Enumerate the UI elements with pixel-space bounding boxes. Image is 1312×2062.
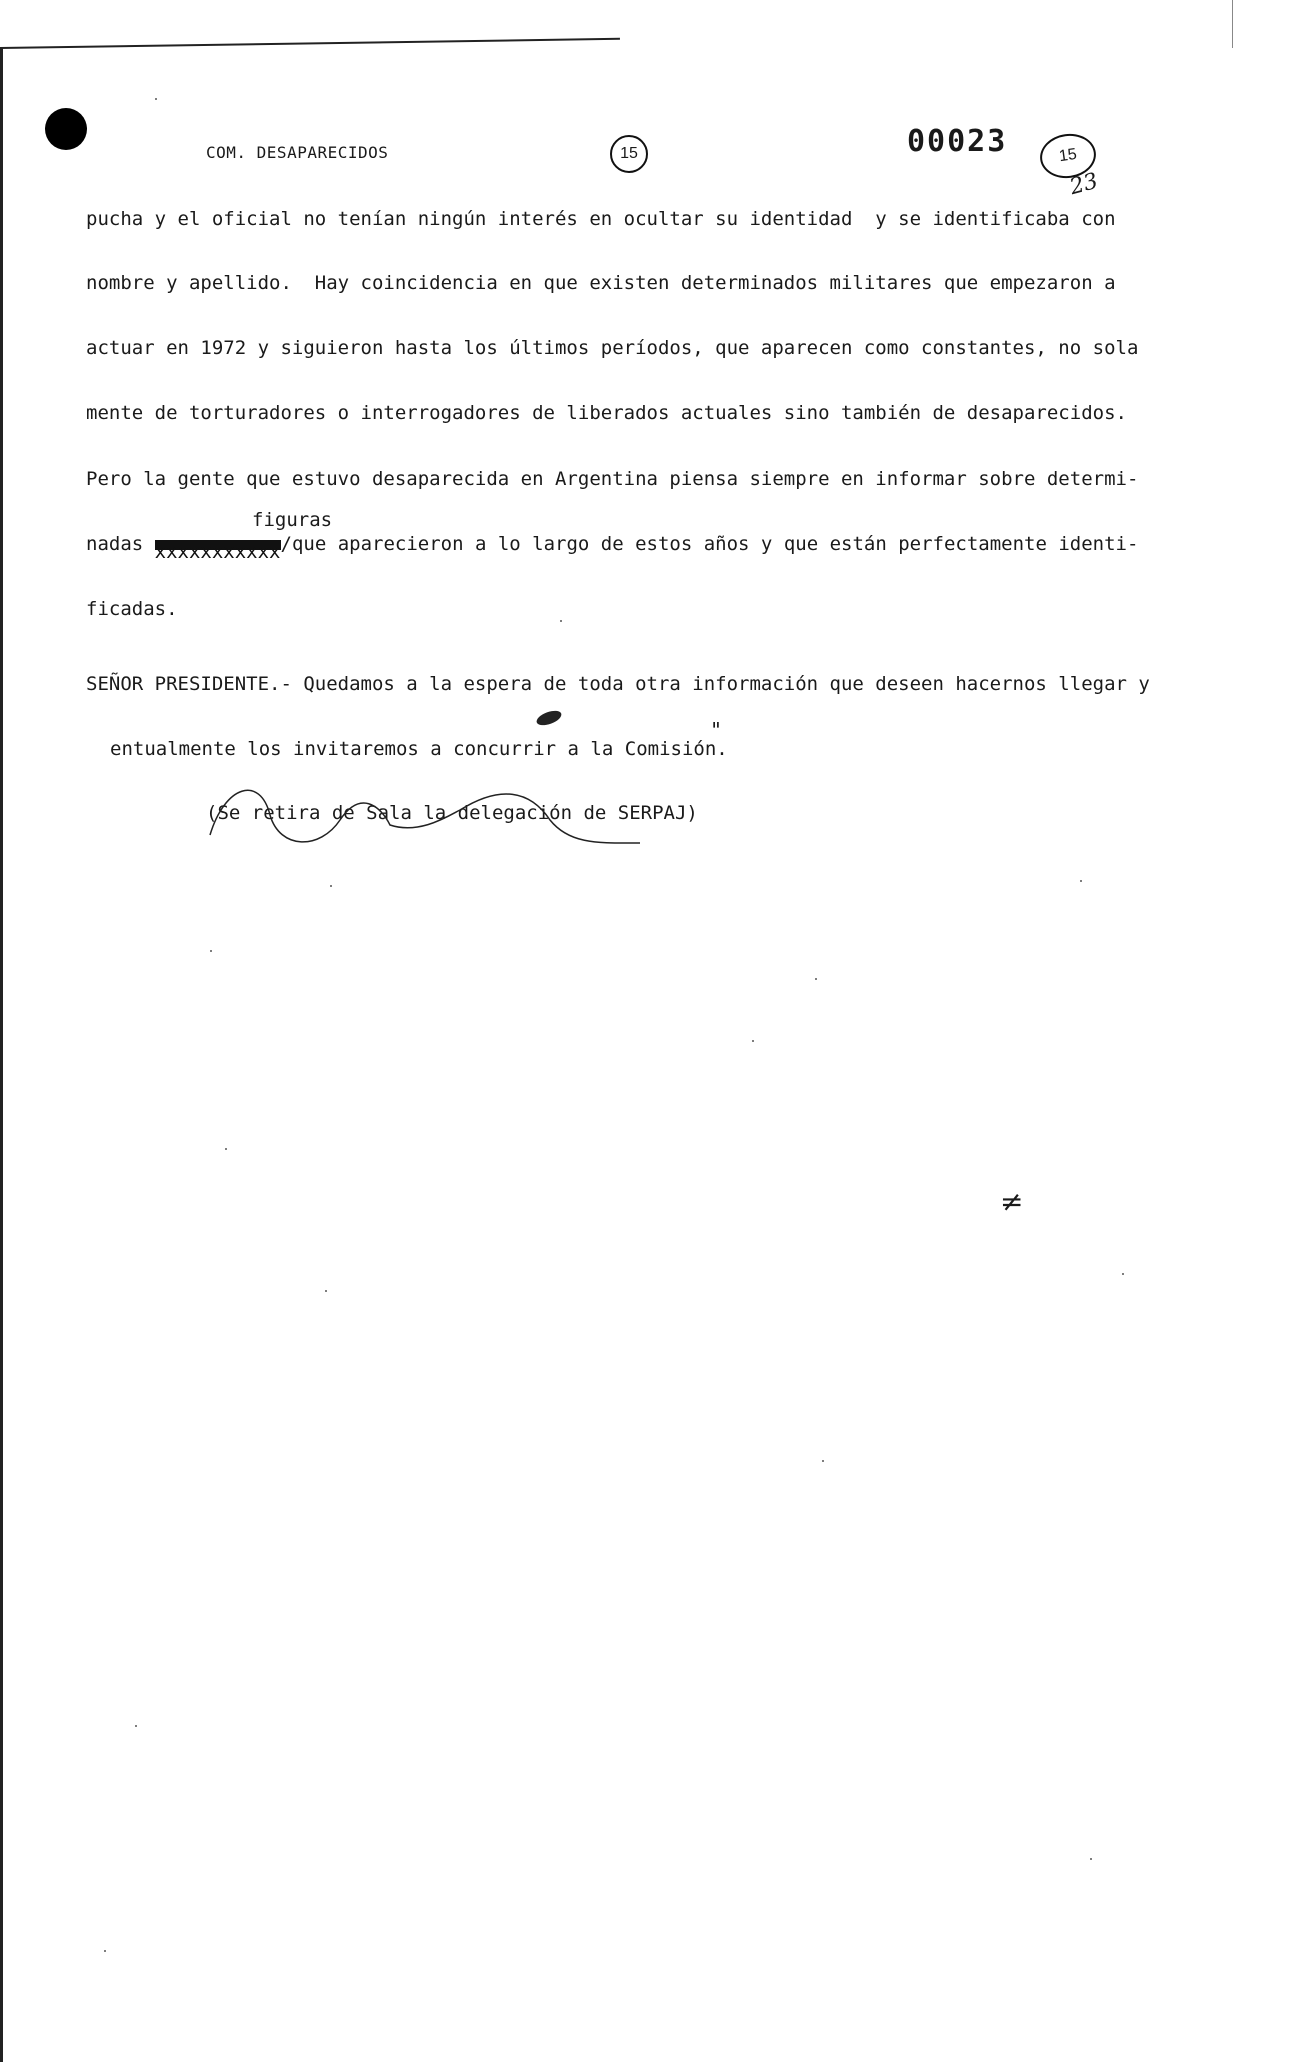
closing-stage-direction: (Se retira de Sala la delegación de SERPAJ) — [206, 802, 698, 824]
president-line-1: SEÑOR PRESIDENTE.- Quedamos a la espera de toda otra información que deseen hacernos llegar y — [86, 673, 1150, 695]
struck-out-word: xxxxxxxxxxx — [154, 540, 281, 563]
speck — [104, 1950, 106, 1952]
margin-mark: ≠ — [1000, 1185, 1024, 1218]
speck — [135, 1725, 137, 1727]
speck — [752, 1040, 754, 1042]
body-line-6 — [86, 532, 1139, 563]
speck — [210, 950, 212, 952]
speck — [325, 1290, 327, 1292]
body-line-2: nombre y apellido. Hay coincidencia en que existen determinados militares que empezaron a — [86, 272, 1116, 294]
speck — [560, 620, 562, 622]
speck — [822, 1460, 824, 1462]
header-circled-folio: 15 — [1037, 130, 1099, 181]
speck — [155, 98, 157, 100]
speck — [815, 978, 817, 980]
body-line-4: mente de torturadores o interrogadores de liberados actuales sino también de desaparecidos. — [86, 402, 1127, 424]
handwritten-scribble — [200, 775, 650, 855]
ink-blot — [535, 708, 564, 728]
speck — [225, 1148, 227, 1150]
header-handwritten-note: 23 — [1067, 168, 1101, 201]
page-right-edge — [1232, 0, 1233, 48]
header-document-number: 00023 — [907, 124, 1008, 159]
body-line-5: Pero la gente que estuvo desaparecida en Argentina piensa siempre en informar sobre determi- — [86, 468, 1139, 490]
header-title: COM. DESAPARECIDOS — [206, 143, 389, 162]
page-left-edge — [0, 47, 3, 2062]
speck — [1090, 1858, 1092, 1860]
handwritten-insertion: figuras — [252, 509, 333, 531]
header-circled-page-number: 15 — [610, 135, 648, 173]
page-top-edge — [0, 38, 620, 49]
body-line-6-start: nadas — [86, 533, 144, 555]
body-line-7: ficadas. — [86, 598, 178, 620]
body-line-6-rest: /que aparecieron a lo largo de estos años y que están perfectamente identi- — [280, 533, 1139, 555]
speck — [1122, 1273, 1124, 1275]
quote-mark: " — [710, 718, 723, 742]
speck — [1080, 880, 1082, 882]
body-line-3: actuar en 1972 y siguieron hasta los últimos períodos, que aparecen como constantes, no sola — [86, 337, 1139, 359]
speck — [330, 885, 332, 887]
body-line-1: pucha y el oficial no tenían ningún interés en ocultar su identidad y se identificaba con — [86, 208, 1116, 230]
punch-hole — [45, 108, 87, 150]
president-line-2: entualmente los invitaremos a concurrir a la Comisión. — [110, 738, 728, 760]
